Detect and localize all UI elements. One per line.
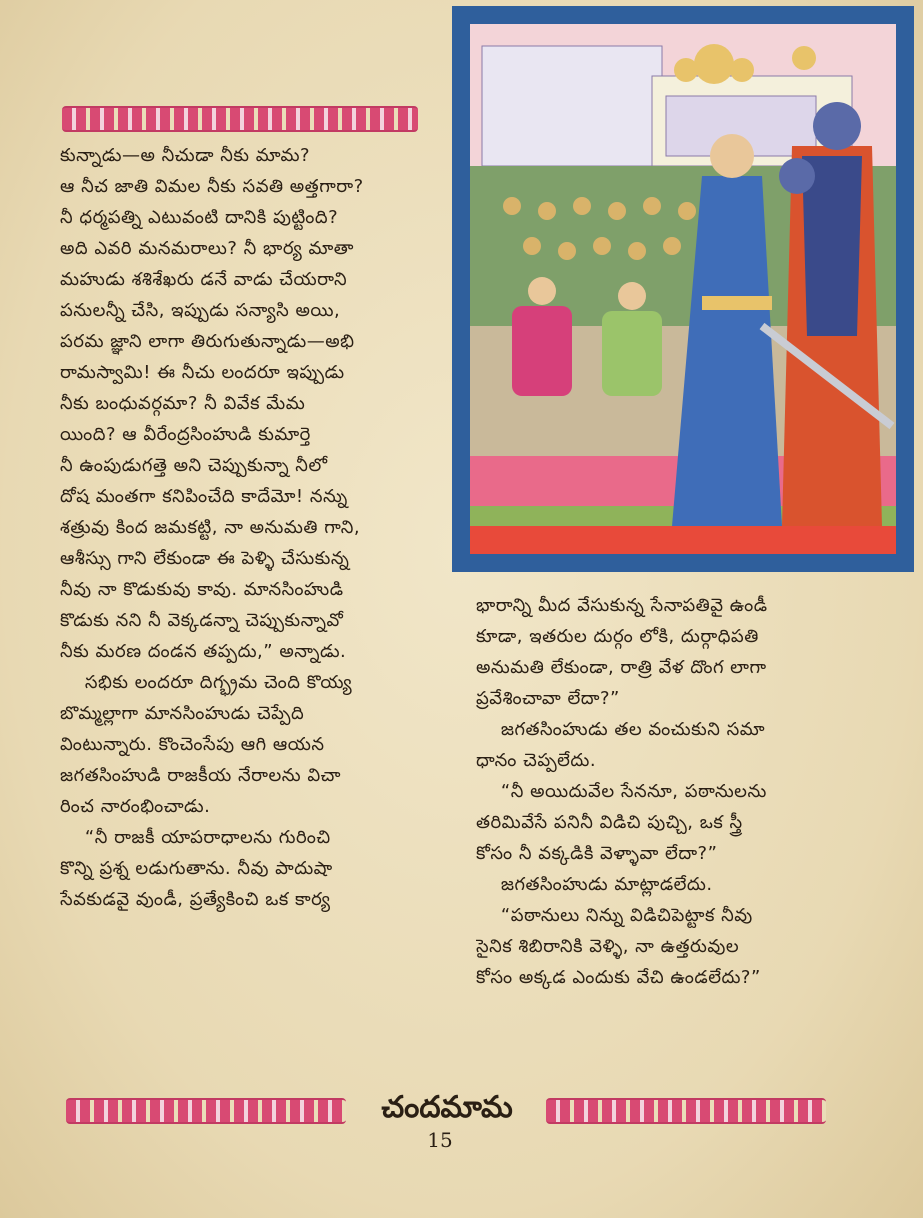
decorative-border-bottom-right [546, 1098, 826, 1124]
text-line: ఆ నీచ జాతి విమల నీకు సవతి అత్తగారా? [60, 176, 364, 197]
text-line: కోసం అక్కడ ఎందుకు వేచి ఉండలేదు?” [476, 967, 761, 988]
text-line: అనుమతి లేకుండా, రాత్రి వేళ దొంగ లాగా [476, 657, 767, 678]
text-line: కొడుకు నని నీ వెక్కడన్నా చెప్పుకున్నావో [60, 610, 344, 631]
text-line: అది ఎవరి మనమరాలు? నీ భార్య మాతా [60, 238, 354, 259]
text-line: కున్నాడు—అ నీచుడా నీకు మామ? [60, 145, 311, 166]
text-line: ప్రవేశించావా లేదా?” [476, 688, 620, 709]
text-line: కూడా, ఇతరుల దుర్గం లోకి, దుర్గాధిపతి [476, 626, 759, 647]
left-text-column [60, 140, 440, 915]
text-line: నీ ధర్మపత్ని ఎటువంటి దానికి పుట్టింది? [60, 207, 339, 228]
magazine-title: చందమామ [381, 1090, 513, 1125]
text-line: భారాన్ని మీద వేసుకున్న సేనాపతివై ఉండీ [476, 595, 768, 616]
text-line: బొమ్మల్లాగా మానసింహుడు చెప్పేది [60, 703, 305, 724]
decorative-border-bottom-left [66, 1098, 346, 1124]
text-line: కొన్ని ప్రశ్న లడుగుతాను. నీవు పాదుషా [60, 858, 333, 879]
text-line: వింటున్నారు. కొంచెంసేపు ఆగి ఆయన [60, 734, 325, 755]
text-line: నీకు బంధువర్గమా? నీ వివేక మేమ [60, 393, 306, 414]
text-line: దోష మంతగా కనిపించేది కాదేమో! నన్ను [60, 486, 348, 507]
text-line: పరమ జ్ఞాని లాగా తిరుగుతున్నాడు—అభి [60, 331, 355, 352]
text-line: జగతసింహుడి రాజకీయ నేరాలను విచా [60, 765, 342, 786]
text-line: రించ నారంభించాడు. [60, 796, 211, 817]
text-line: ధానం చెప్పలేదు. [476, 750, 597, 771]
text-line: జగతసింహుడు మాట్లాడలేదు. [476, 874, 713, 895]
text-line: సేవకుడవై వుండీ, ప్రత్యేకించి ఒక కార్య [60, 889, 331, 910]
text-line: శత్రువు కింద జమకట్టి, నా అనుమతి గాని, [60, 517, 361, 538]
text-line: సైనిక శిబిరానికి వెళ్ళి, నా ఉత్తరువుల [476, 936, 740, 957]
text-line: పనులన్నీ చేసి, ఇప్పుడు సన్యాసి అయి, [60, 300, 341, 321]
decorative-border-top [62, 106, 418, 132]
text-line: మహుడు శశిశేఖరు డనే వాడు చేయరాని [60, 269, 348, 290]
text-line: నీ ఉంపుడుగత్తె అని చెప్పుకున్నా నీలో [60, 455, 328, 476]
text-line: నీకు మరణ దండన తప్పదు,” అన్నాడు. [60, 641, 347, 662]
text-line: రామస్వామి! ఈ నీచు లందరూ ఇప్పుడు [60, 362, 345, 383]
page-number: 15 [427, 1128, 453, 1152]
text-line: “పఠానులు నిన్ను విడిచిపెట్టాక నీవు [476, 905, 753, 926]
court-scene-illustration [452, 6, 914, 572]
text-line: జగతసింహుడు తల వంచుకుని సమా [476, 719, 766, 740]
text-line: “నీ అయిదువేల సేననూ, పఠానులను [476, 781, 767, 802]
text-line: యింది? ఆ వీరేంద్రసింహుడి కుమార్తె [60, 424, 311, 445]
text-line: నీవు నా కొడుకువు కావు. మానసింహుడి [60, 579, 344, 600]
text-line: సభికు లందరూ దిగ్భ్రమ చెంది కొయ్య [60, 672, 353, 693]
text-line: తరిమివేసే పనినీ విడిచి పుచ్చి, ఒక స్త్రీ [476, 812, 743, 833]
text-line: ఆశీస్సు గాని లేకుండా ఈ పెళ్ళి చేసుకున్న [60, 548, 350, 569]
right-text-column [476, 590, 832, 993]
text-line: “నీ రాజకీ యాపరాధాలను గురించి [60, 827, 331, 848]
text-line: కోసం నీ వక్కడికి వెళ్ళావా లేదా?” [476, 843, 718, 864]
